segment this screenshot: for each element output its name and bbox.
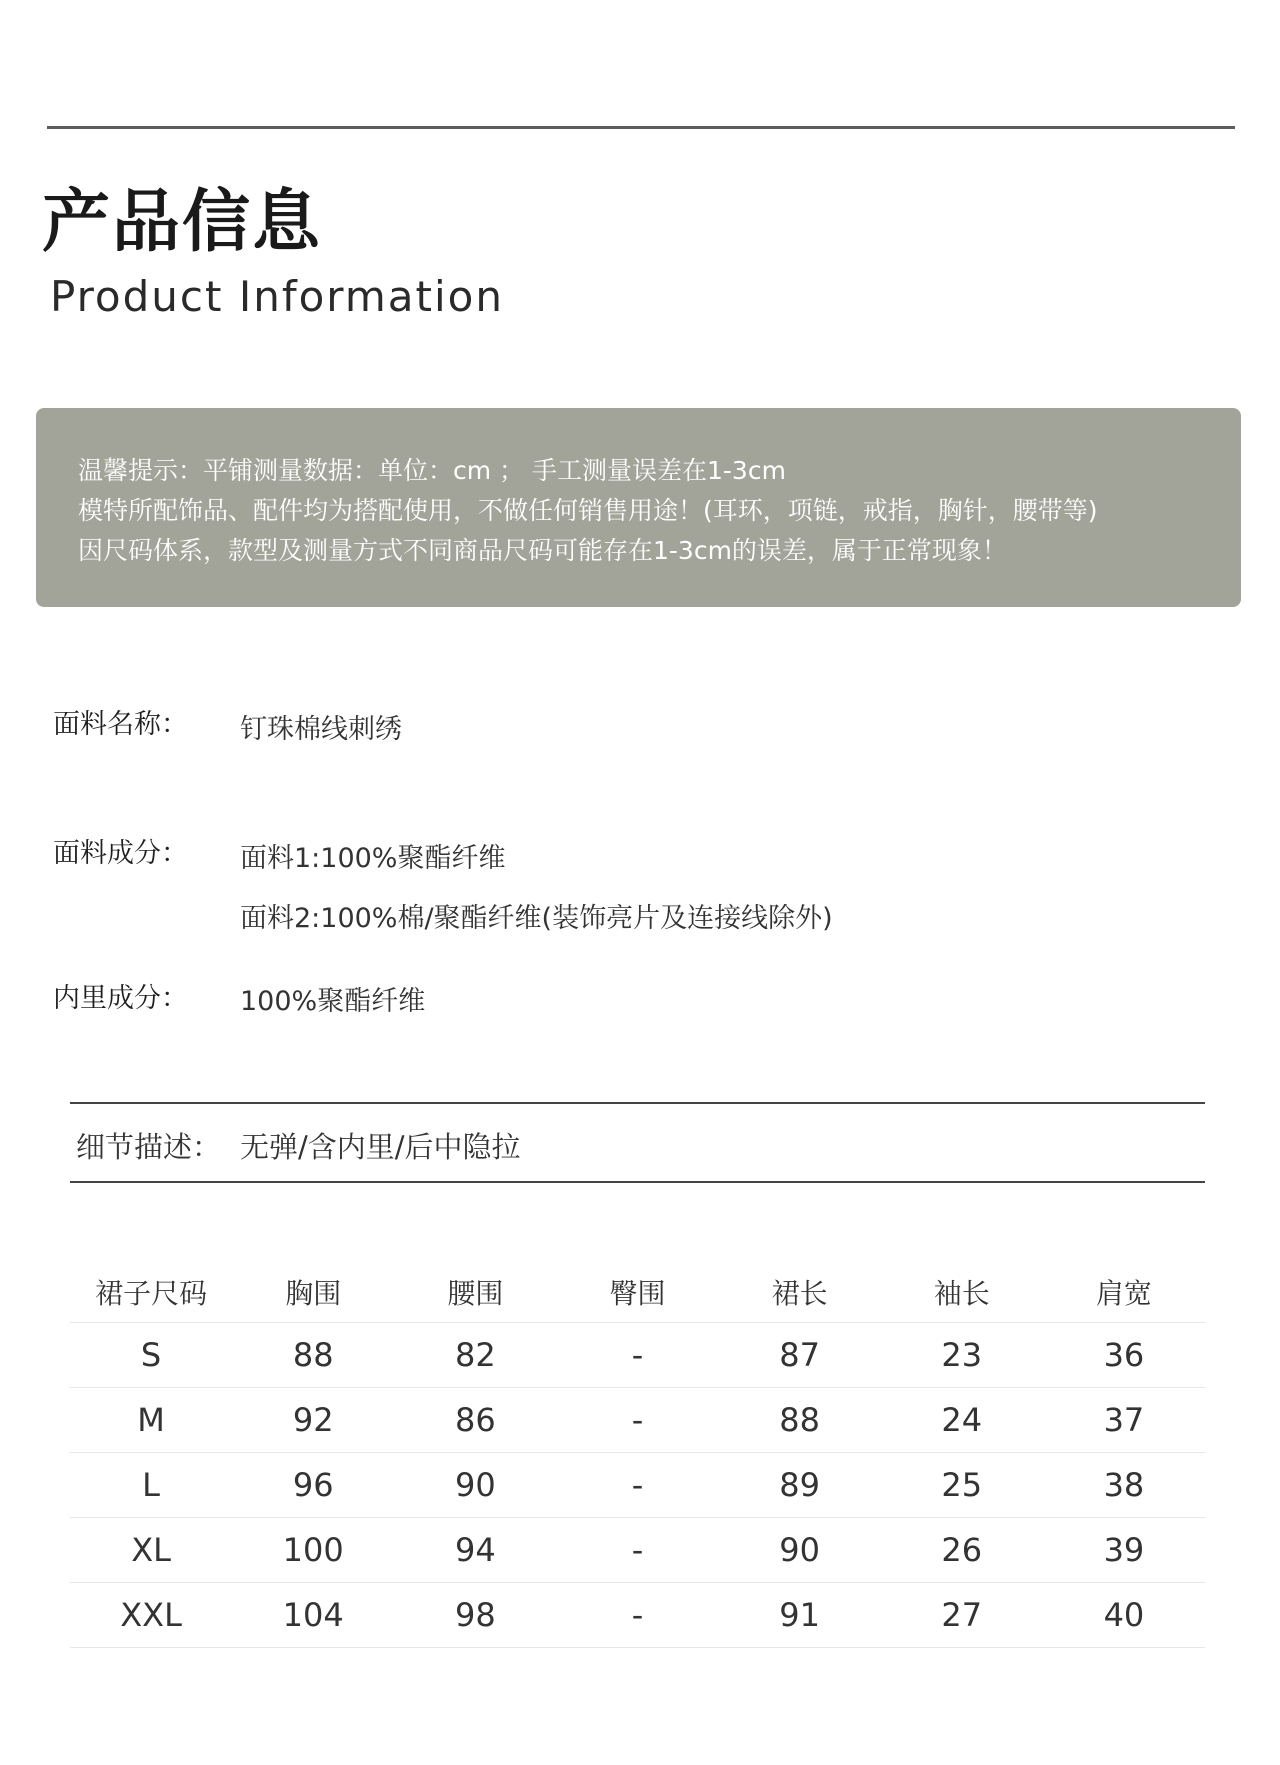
- table-cell: -: [556, 1517, 718, 1582]
- table-cell: XXL: [70, 1582, 232, 1647]
- detail-label: 细节描述：: [76, 1130, 222, 1164]
- table-cell: XL: [70, 1517, 232, 1582]
- notice-line: 模特所配饰品、配件均为搭配使用，不做任何销售用途！(耳环，项链，戒指，胸针，腰带等): [78, 496, 1098, 525]
- table-cell: 40: [1043, 1582, 1205, 1647]
- table-row: [70, 1582, 1205, 1647]
- table-cell: 92: [232, 1387, 394, 1452]
- table-cell: 89: [719, 1452, 881, 1517]
- table-cell: 90: [719, 1517, 881, 1582]
- top-divider: [47, 126, 1235, 129]
- column-header: 裙长: [719, 1262, 881, 1322]
- table-row: [70, 1452, 1205, 1517]
- page-subtitle: Product Information: [50, 272, 504, 321]
- table-cell: 104: [232, 1582, 394, 1647]
- table-cell: 39: [1043, 1517, 1205, 1582]
- table-row: [70, 1517, 1205, 1582]
- table-cell: 24: [881, 1387, 1043, 1452]
- table-cell: -: [556, 1387, 718, 1452]
- table-cell: 96: [232, 1452, 394, 1517]
- table-cell: 88: [232, 1322, 394, 1387]
- table-cell: 82: [394, 1322, 556, 1387]
- table-cell: 90: [394, 1452, 556, 1517]
- table-cell: 26: [881, 1517, 1043, 1582]
- column-header: 胸围: [232, 1262, 394, 1322]
- table-cell: 98: [394, 1582, 556, 1647]
- table-cell: 37: [1043, 1387, 1205, 1452]
- table-cell: 25: [881, 1452, 1043, 1517]
- table-cell: 23: [881, 1322, 1043, 1387]
- table-row: [70, 1387, 1205, 1452]
- table-cell: -: [556, 1452, 718, 1517]
- table-cell: 38: [1043, 1452, 1205, 1517]
- table-cell: 86: [394, 1387, 556, 1452]
- table-row: [70, 1322, 1205, 1387]
- fabric-composition-label: 面料成分：: [53, 838, 188, 869]
- table-cell: 87: [719, 1322, 881, 1387]
- column-header: 裙子尺码: [70, 1262, 232, 1322]
- table-cell: 88: [719, 1387, 881, 1452]
- table-cell: S: [70, 1322, 232, 1387]
- table-cell: M: [70, 1387, 232, 1452]
- fabric-composition-value: 面料1:100%聚酯纤维: [240, 843, 506, 874]
- table-cell: -: [556, 1322, 718, 1387]
- table-cell: 94: [394, 1517, 556, 1582]
- detail-value: 无弹/含内里/后中隐拉: [240, 1130, 521, 1164]
- page-title: 产品信息: [42, 183, 323, 262]
- table-cell: 100: [232, 1517, 394, 1582]
- column-header: 腰围: [394, 1262, 556, 1322]
- table-cell: -: [556, 1582, 718, 1647]
- table-cell: 91: [719, 1582, 881, 1647]
- size-table: [70, 1262, 1205, 1648]
- fabric-composition-value: 面料2:100%棉/聚酯纤维(装饰亮片及连接线除外): [240, 903, 833, 934]
- table-header-row: [70, 1262, 1205, 1322]
- column-header: 肩宽: [1043, 1262, 1205, 1322]
- table-cell: 27: [881, 1582, 1043, 1647]
- column-header: 袖长: [881, 1262, 1043, 1322]
- lining-composition-label: 内里成分：: [53, 983, 188, 1014]
- fabric-name-value: 钉珠棉线刺绣: [240, 714, 402, 745]
- detail-bottom-divider: [70, 1181, 1205, 1183]
- table-cell: L: [70, 1452, 232, 1517]
- fabric-name-label: 面料名称：: [53, 709, 188, 740]
- notice-line: 因尺码体系，款型及测量方式不同商品尺码可能存在1-3cm的误差，属于正常现象！: [78, 536, 1007, 565]
- detail-top-divider: [70, 1102, 1205, 1104]
- notice-box: [36, 408, 1241, 607]
- lining-composition-value: 100%聚酯纤维: [240, 986, 426, 1017]
- column-header: 臀围: [556, 1262, 718, 1322]
- notice-line: 温馨提示：平铺测量数据：单位：cm ； 手工测量误差在1-3cm: [78, 456, 786, 485]
- table-cell: 36: [1043, 1322, 1205, 1387]
